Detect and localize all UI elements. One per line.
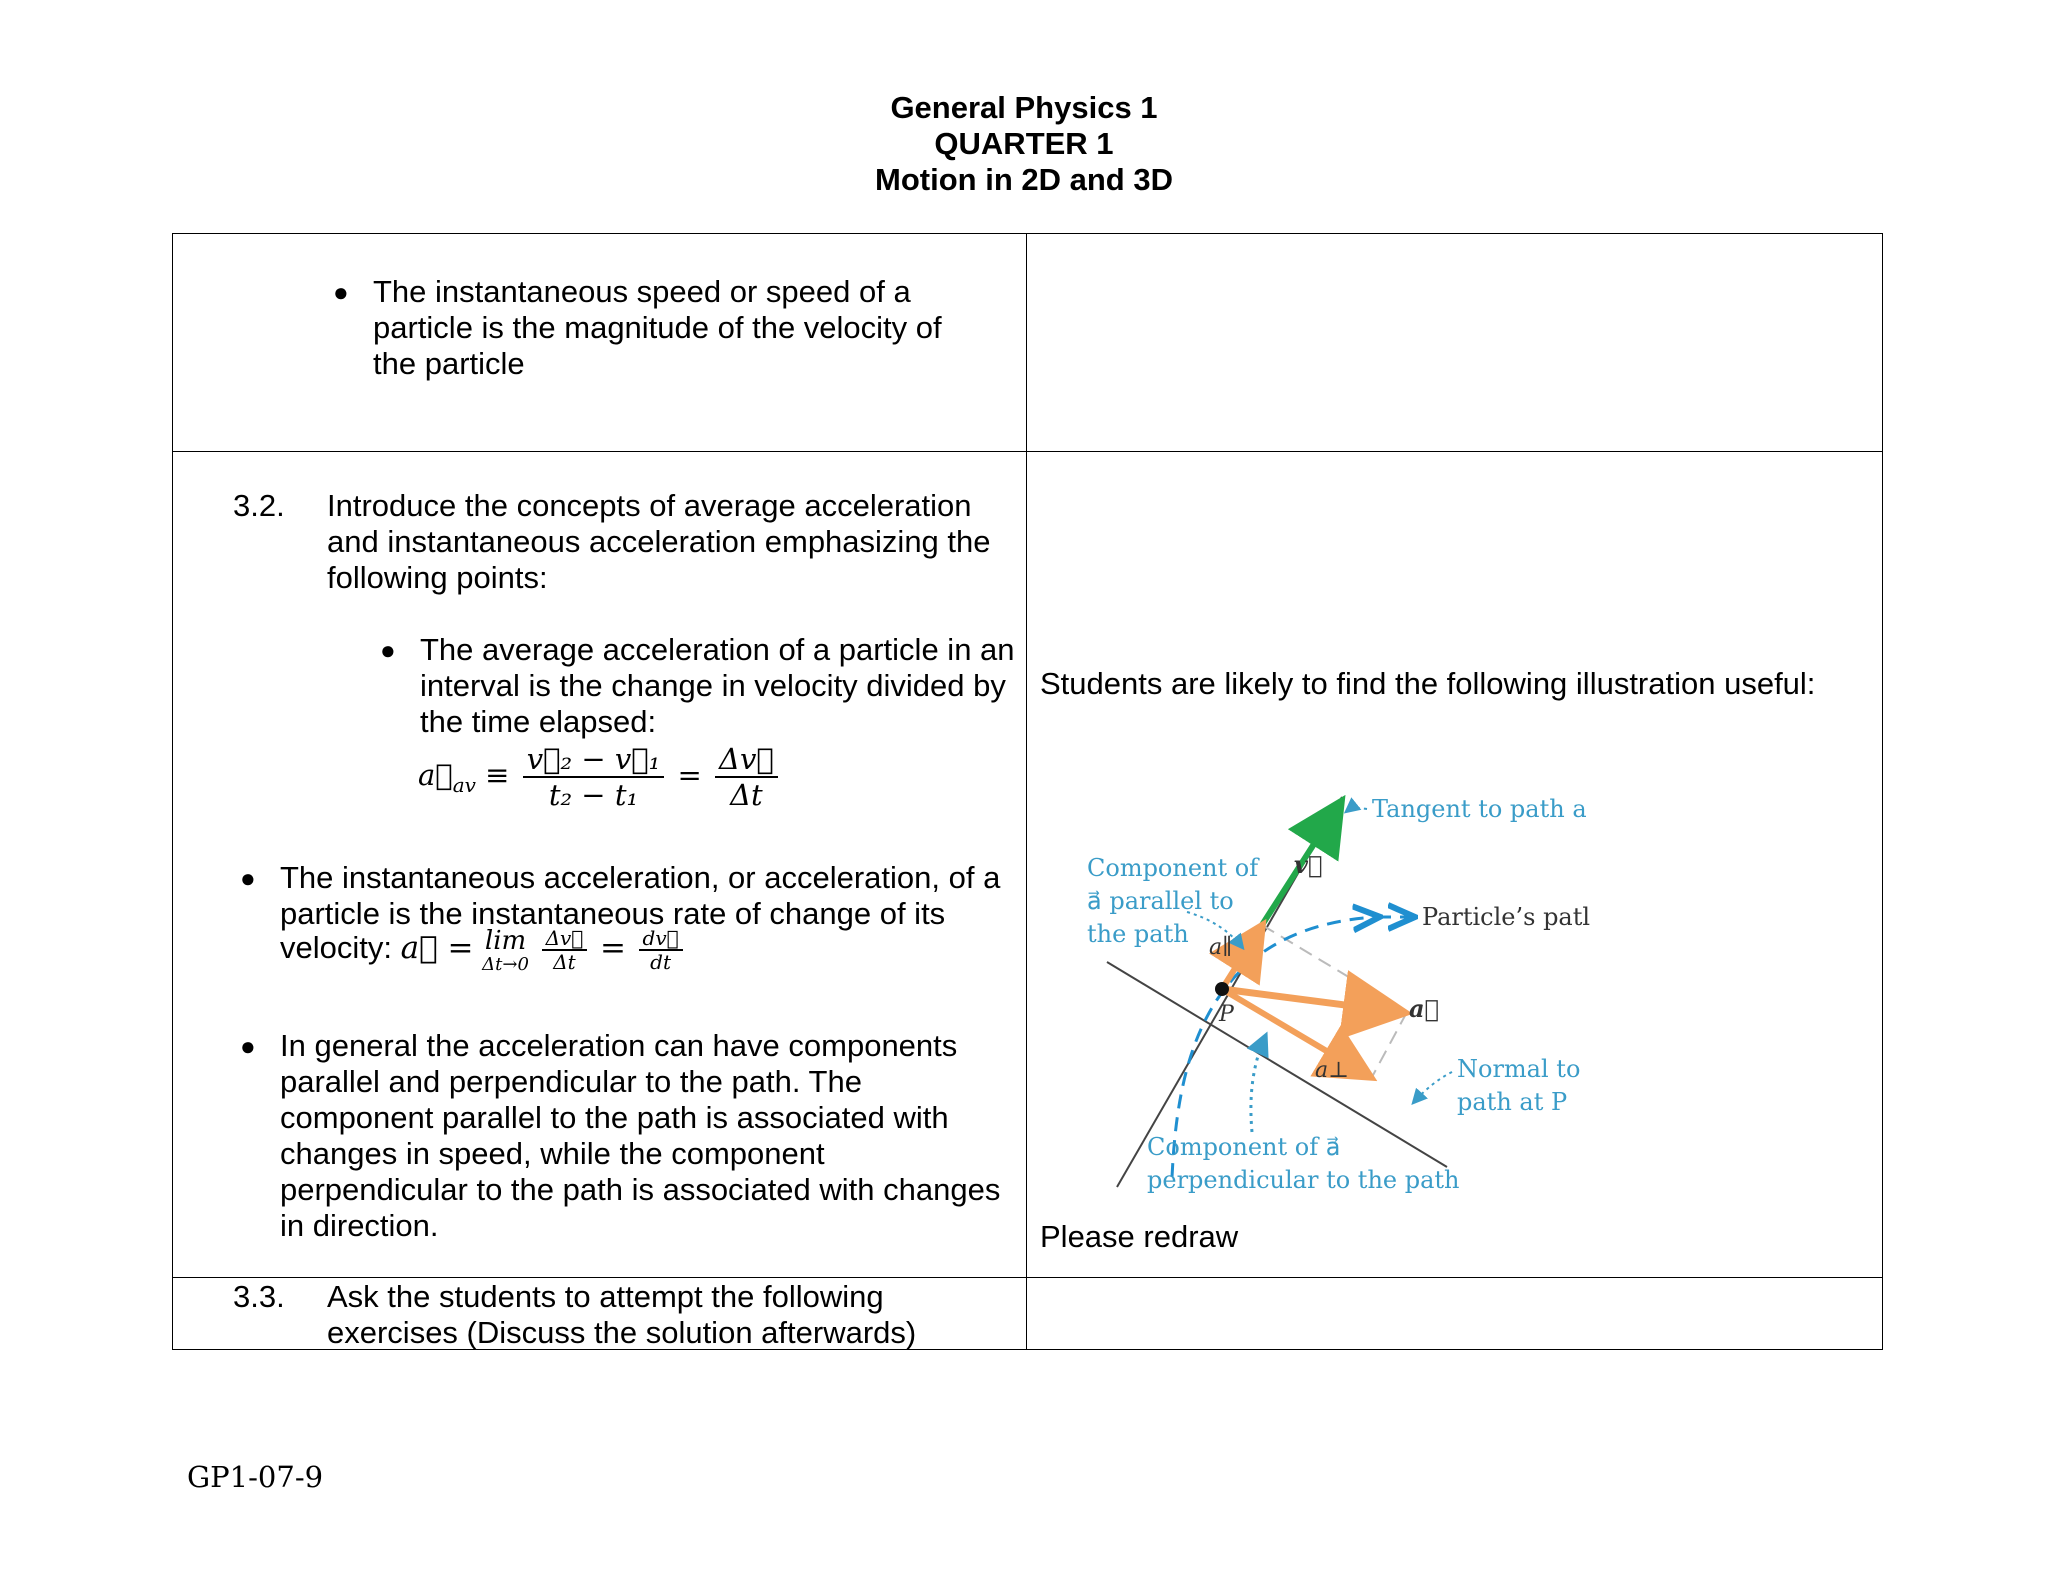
redraw-note: Please redraw: [1040, 1219, 1239, 1254]
quarter-label: QUARTER 1: [934, 126, 1114, 161]
fraction-denominator: t₂ − t₁: [548, 778, 639, 812]
row2-left-cell: [173, 452, 1027, 1278]
callout-tangent: [1347, 808, 1367, 811]
bullet-dot-icon: ●: [380, 635, 396, 665]
page-code: GP1-07-9: [187, 1460, 324, 1494]
limit-block: [482, 927, 529, 975]
bullet-dot-icon: ●: [240, 1031, 256, 1061]
normal-label-2: path at P: [1457, 1088, 1568, 1116]
a-perp-label: a⊥: [1315, 1058, 1349, 1083]
a-label: a⃗: [1409, 994, 1439, 1023]
fraction-numerator: Δv⃗: [715, 742, 778, 778]
bullet-dot-icon: ●: [333, 277, 349, 307]
fraction-numerator: dv⃗: [639, 927, 683, 951]
row3-left-cell: [173, 1278, 1027, 1350]
item-number: 3.3.: [233, 1279, 285, 1314]
speed-bullet-text: The instantaneous speed or speed of a particle is the magnitude of the velocity of the particle: [373, 274, 942, 381]
row2-right-cell: [1027, 452, 1883, 1278]
illustration-intro: Students are likely to find the following illustration useful:: [1040, 666, 1816, 701]
path-label: Particle’s patl: [1422, 903, 1591, 931]
formula-fraction-4: [639, 927, 683, 973]
formula-equals: =: [677, 758, 702, 792]
callout-perpendicular: [1251, 1037, 1265, 1132]
limit-text: lim: [484, 926, 527, 956]
exercise-text: Ask the students to attempt the following exercises (Discuss the solution afterwards): [327, 1279, 917, 1350]
table-row: [173, 452, 1883, 1278]
parallel-component-label-1: Component of: [1087, 854, 1259, 882]
formula-equals: =: [599, 930, 626, 967]
fraction-denominator: Δt: [553, 950, 576, 974]
point-p: [1215, 982, 1229, 996]
lesson-table: [172, 233, 1883, 1350]
p-label: P: [1219, 1002, 1234, 1027]
intro-text: Introduce the concepts of average acceleration and instantaneous acceleration emphasizing the following points:: [327, 488, 991, 595]
formula-fraction-2: [715, 742, 778, 812]
tangent-label: Tangent to path a: [1372, 795, 1587, 823]
row1-right-cell: [1027, 234, 1883, 452]
perp-component-label-2: perpendicular to the path: [1147, 1166, 1460, 1194]
parallel-component-label-3: the path: [1087, 920, 1189, 948]
inst-accel-text: The instantaneous acceleration, or acceleration, of a particle is the instantaneous rate of change of its: [280, 860, 1001, 931]
fraction-denominator: dt: [650, 950, 672, 974]
avg-accel-formula: [418, 742, 782, 812]
guide-line: [1372, 1012, 1407, 1077]
callout-normal: [1414, 1072, 1452, 1102]
bullet-dot-icon: ●: [240, 863, 256, 893]
topic-title: Motion in 2D and 3D: [875, 162, 1173, 197]
inst-accel-formula-line: [280, 927, 687, 975]
formula-equiv: ≡: [485, 758, 510, 792]
formula-fraction-1: [523, 742, 665, 812]
velocity-label: velocity:: [280, 930, 392, 966]
table-row: [173, 234, 1883, 452]
table-row: [173, 1278, 1883, 1350]
limit-subscript: Δt→0: [482, 954, 529, 975]
parallel-component-label-2: a⃗ parallel to: [1087, 887, 1234, 915]
fraction-numerator: Δv⃗: [542, 927, 588, 951]
formula-fraction-3: [542, 927, 588, 973]
formula-lhs: a⃗: [418, 758, 453, 792]
row3-right-cell: [1027, 1278, 1883, 1350]
acceleration-diagram: [1047, 777, 1607, 1207]
document-header: [0, 90, 2048, 198]
formula-lhs-sub: av: [452, 772, 476, 797]
fraction-denominator: Δt: [730, 778, 763, 812]
general-accel-text: In general the acceleration can have components parallel and perpendicular to the path. The component parallel to the path is associated with changes in speed, while the component perpendicular to the path is associated with changes in direction.: [280, 1028, 1001, 1243]
avg-accel-text: The average acceleration of a particle in an interval is the change in velocity divided by the time elapsed:: [420, 632, 1015, 739]
formula-lhs: a⃗ =: [400, 930, 474, 967]
a-parallel-label: a∥: [1209, 935, 1233, 960]
normal-label-1: Normal to: [1457, 1055, 1581, 1083]
row1-left-cell: [173, 234, 1027, 452]
fraction-numerator: v⃗₂ − v⃗₁: [523, 742, 665, 778]
accel-vector: [1222, 989, 1399, 1012]
velocity-label: v⃗: [1294, 850, 1323, 879]
item-number: 3.2.: [233, 488, 285, 523]
course-title: General Physics 1: [890, 90, 1158, 125]
perp-component-label-1: Component of a⃗: [1147, 1133, 1341, 1161]
